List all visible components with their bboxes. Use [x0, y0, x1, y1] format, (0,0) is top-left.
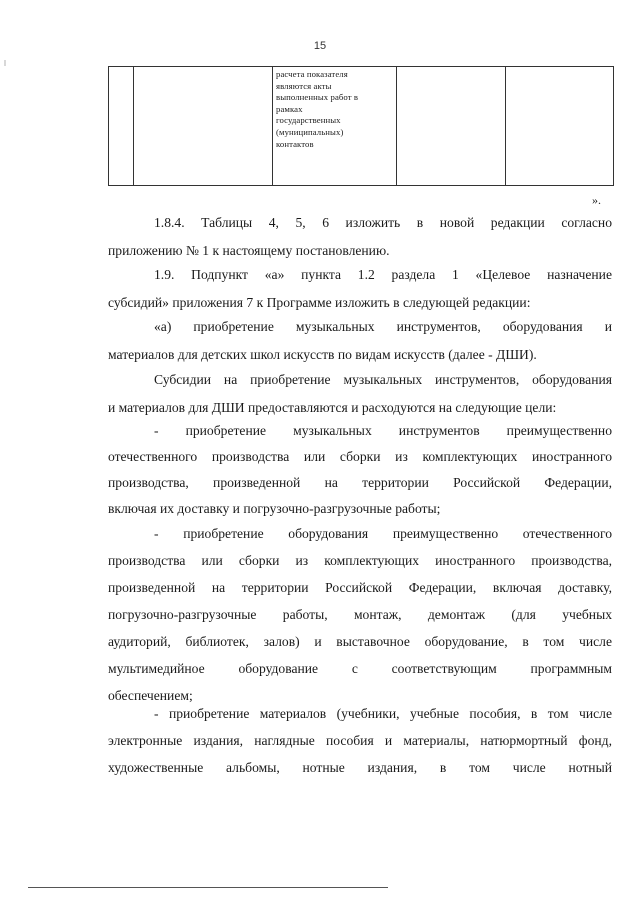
page-number: 15	[313, 40, 327, 52]
text-line: «а) приобретение музыкальных инструментов, оборудования и	[154, 319, 612, 334]
cell-line: являются акты	[276, 80, 332, 91]
cell-line: (муниципальных)	[276, 126, 344, 137]
cell-line: рамках	[276, 103, 303, 114]
text-line: художественные альбомы, нотные издания, в том числе нотный	[108, 760, 612, 775]
paragraph-1-8-4	[108, 213, 612, 261]
text-line: - приобретение оборудования преимущественно отечественного	[154, 526, 612, 541]
text-line: отечественного производства или сборки из комплектующих иностранного	[108, 449, 612, 464]
text-line: - приобретение материалов (учебники, учебные пособия, в том числе	[154, 706, 612, 721]
text-line: аудиторий, библиотек, залов) и выставочное оборудование, в том числе	[108, 634, 612, 649]
table-cell	[397, 67, 506, 186]
text-line: - приобретение музыкальных инструментов преимущественно	[154, 423, 612, 438]
text-line: включая их доставку и погрузочно-разгрузочные работы;	[108, 501, 441, 516]
text-line: обеспечением;	[108, 688, 193, 703]
table-cell	[273, 67, 397, 186]
footer-rule	[28, 887, 388, 888]
text-line: производства, произведенной на территории Российской Федерации,	[108, 475, 612, 490]
paragraph-subitem-a	[108, 317, 612, 365]
table-cell-text	[273, 67, 396, 150]
cell-line: государственных	[276, 115, 341, 126]
text-line: производства или сборки из комплектующих иностранного производства,	[108, 553, 612, 568]
text-line: произведенной на территории Российской Федерации, включая доставку,	[108, 580, 612, 595]
text-line: приложению № 1 к настоящему постановлению.	[108, 243, 390, 258]
paragraph-subsidies	[108, 370, 612, 418]
paragraph-equipment	[108, 524, 612, 706]
text-line: и материалов для ДШИ предоставляются и расходуются на следующие цели:	[108, 400, 557, 415]
text-line: субсидий» приложения 7 к Программе изложить в следующей редакции:	[108, 295, 531, 310]
text-line: Субсидии на приобретение музыкальных инструментов, оборудования	[154, 372, 612, 387]
text-line: мультимедийное оборудование с соответствующим программным	[108, 661, 612, 676]
table-cell	[506, 67, 614, 186]
text-line: погрузочно-разгрузочные работы, монтаж, демонтаж (для учебных	[108, 607, 612, 622]
paragraph-instruments	[108, 421, 612, 519]
cell-line: расчета показателя	[276, 69, 348, 79]
cell-line: выполненных работ в	[276, 92, 359, 103]
paragraph-materials	[108, 704, 612, 778]
paragraph-1-9	[108, 265, 612, 313]
text-line: 1.9. Подпункт «а» пункта 1.2 раздела 1 «Целевое назначение	[154, 267, 612, 282]
table-row	[109, 67, 614, 186]
text-line: 1.8.4. Таблицы 4, 5, 6 изложить в новой редакции согласно	[154, 215, 612, 230]
cell-line: контактов	[276, 138, 314, 149]
table-cell	[134, 67, 273, 186]
text-line: материалов для детских школ искусств по видам искусств (далее - ДШИ).	[108, 347, 537, 362]
closing-quote-mark: ».	[592, 193, 601, 207]
text-line: электронные издания, наглядные пособия и материалы, натюрмортный фонд,	[108, 733, 612, 748]
table-cell	[109, 67, 134, 186]
scan-artifact	[4, 60, 6, 66]
table-fragment	[108, 66, 614, 186]
